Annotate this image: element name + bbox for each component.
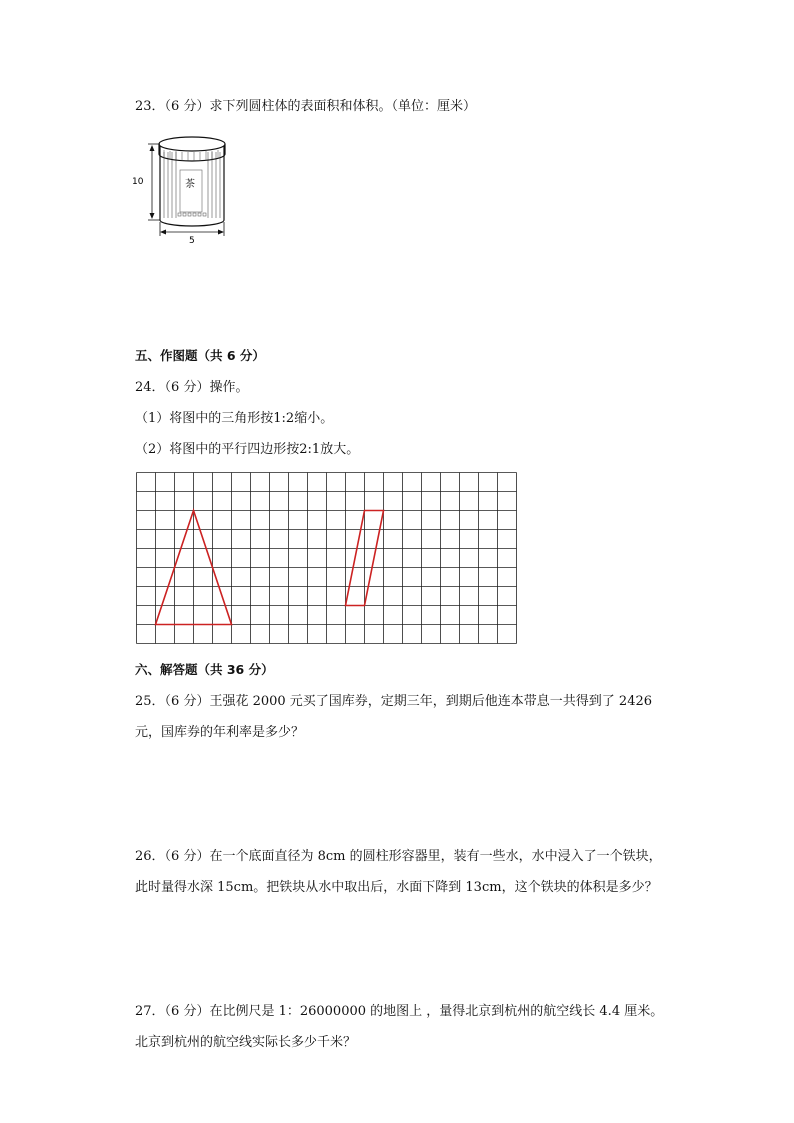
- drawing-grid: [136, 472, 516, 643]
- q26-line2: 此时量得水深 15cm。把铁块从水中取出后，水面下降到 13cm，这个铁块的体积是多少？: [135, 880, 658, 895]
- q26-line1: 26．（6 分）在一个底面直径为 8cm 的圆柱形容器里，装有一些水，水中浸入了一个铁块，: [135, 849, 662, 864]
- q24-text: 24．（6 分）操作。: [135, 380, 249, 395]
- q24-sub1: （1）将图中的三角形按1:2缩小。: [135, 411, 334, 426]
- q23-text: 23．（6 分）求下列圆柱体的表面积和体积。（单位：厘米）: [135, 99, 476, 114]
- can-label-char: 茶: [185, 179, 195, 190]
- height-label: 10: [132, 177, 144, 187]
- q24-sub2: （2）将图中的平行四边形按2:1放大。: [135, 442, 360, 457]
- section5-title: 五、作图题（共 6 分）: [135, 348, 265, 363]
- diameter-label: 5: [189, 236, 195, 246]
- q27-line2: 北京到杭州的航空线实际长多少千米？: [135, 1035, 357, 1050]
- q25-line1: 25．（6 分）王强花 2000 元买了国库券，定期三年，到期后他连本带息一共得到了 2426: [135, 694, 653, 709]
- section6-title: 六、解答题（共 36 分）: [135, 662, 274, 677]
- q27-line1: 27．（6 分）在比例尺是 1：26000000 的地图上 ，量得北京到杭州的航空线长 4.4 厘米。: [135, 1004, 664, 1019]
- q25-line2: 元，国库券的年利率是多少？: [135, 725, 305, 740]
- cylinder-figure: [130, 132, 240, 244]
